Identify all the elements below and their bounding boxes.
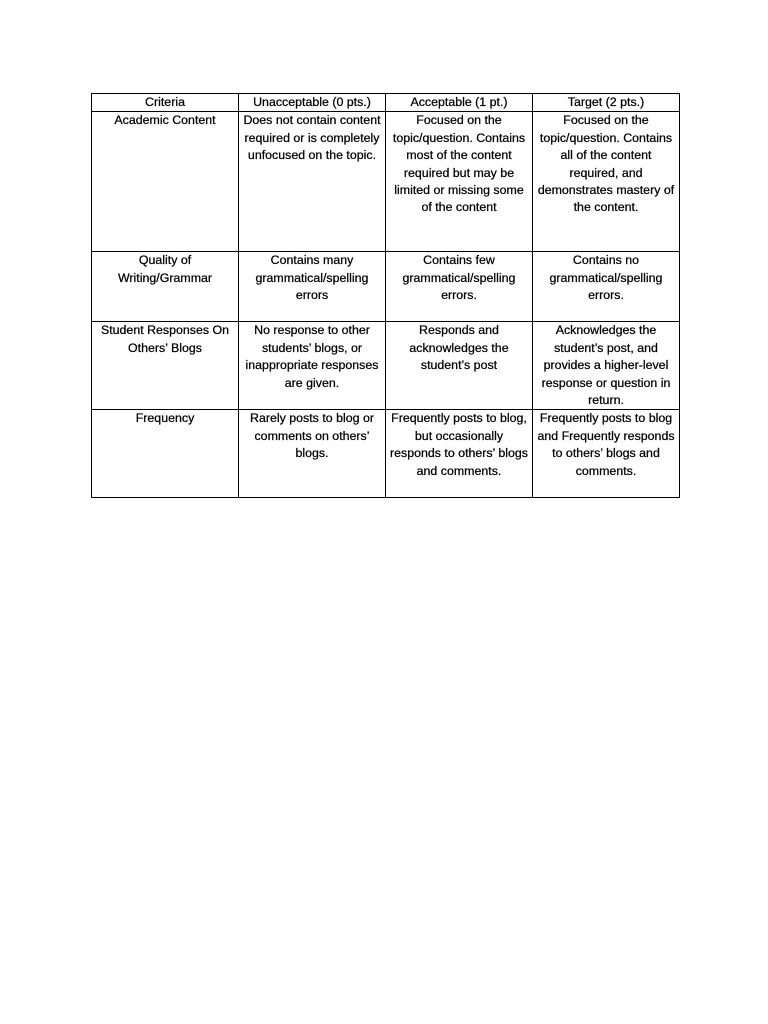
- table-row: [92, 252, 680, 322]
- header-acceptable: Acceptable (1 pt.): [386, 94, 533, 112]
- criteria-cell: Student Responses On Others’ Blogs: [92, 322, 239, 410]
- acceptable-cell: Focused on the topic/question. Contains most of the content required but may be limited or missing some of the content: [386, 112, 533, 252]
- target-cell: Focused on the topic/question. Contains all of the content required, and demonstrates mastery of the content.: [533, 112, 680, 252]
- target-cell: Contains no grammatical/spelling errors.: [533, 252, 680, 322]
- criteria-cell: Quality of Writing/Grammar: [92, 252, 239, 322]
- header-row: [92, 94, 680, 112]
- table-row: [92, 322, 680, 410]
- unacceptable-cell: No response to other students’ blogs, or inappropriate responses are given.: [239, 322, 386, 410]
- target-cell: Acknowledges the student’s post, and provides a higher-level response or question in return.: [533, 322, 680, 410]
- unacceptable-cell: Rarely posts to blog or comments on others’ blogs.: [239, 410, 386, 498]
- acceptable-cell: Contains few grammatical/spelling errors.: [386, 252, 533, 322]
- unacceptable-cell: Contains many grammatical/spelling errors: [239, 252, 386, 322]
- header-criteria: Criteria: [92, 94, 239, 112]
- criteria-cell: Frequency: [92, 410, 239, 498]
- header-unacceptable: Unacceptable (0 pts.): [239, 94, 386, 112]
- table-row: [92, 410, 680, 498]
- acceptable-cell: Responds and acknowledges the student’s post: [386, 322, 533, 410]
- header-target: Target (2 pts.): [533, 94, 680, 112]
- target-cell: Frequently posts to blog and Frequently responds to others’ blogs and comments.: [533, 410, 680, 498]
- criteria-cell: Academic Content: [92, 112, 239, 252]
- table-row: [92, 112, 680, 252]
- acceptable-cell: Frequently posts to blog, but occasionally responds to others’ blogs and comments.: [386, 410, 533, 498]
- rubric-table: [91, 93, 680, 498]
- unacceptable-cell: Does not contain content required or is completely unfocused on the topic.: [239, 112, 386, 252]
